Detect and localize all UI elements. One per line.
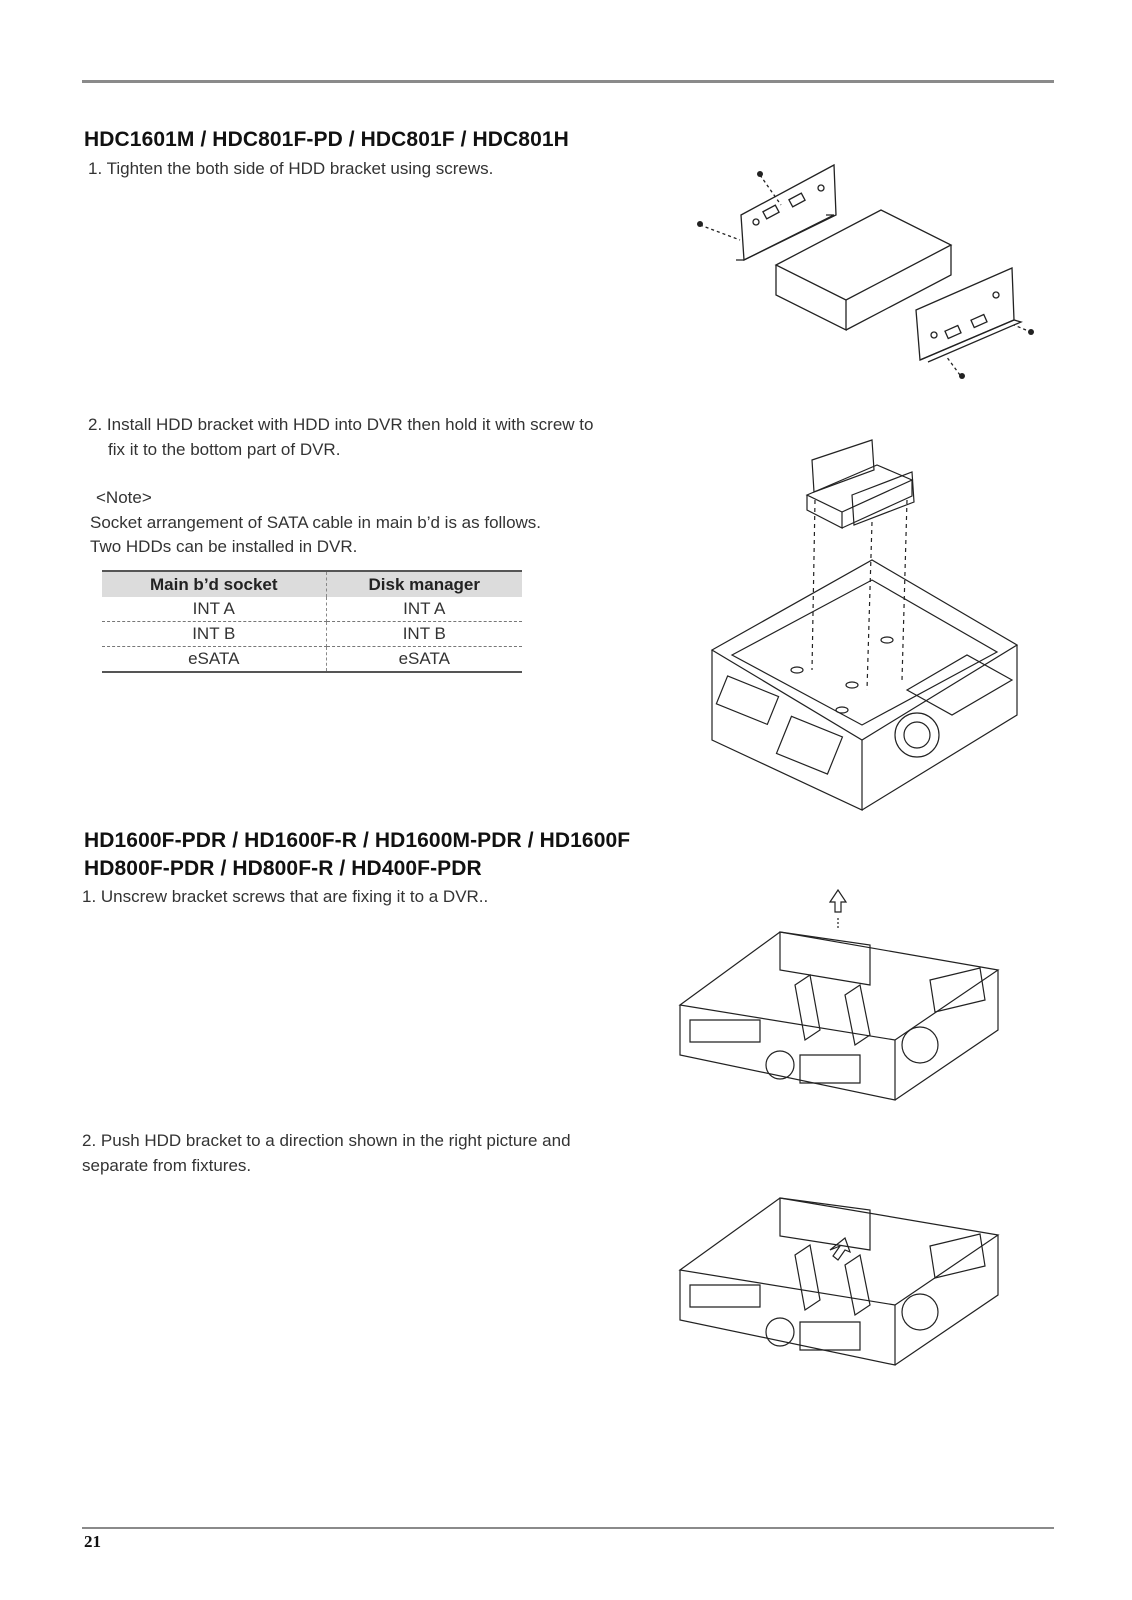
sata-socket-table [102,570,522,673]
section2-step2-line1: 2. Push HDD bracket to a direction shown in the right picture and [82,1131,571,1150]
section1-heading: HDC1601M / HDC801F-PD / HDC801F / HDC801H [84,128,569,151]
dvr-install-figure [712,440,1037,815]
note-line1: Socket arrangement of SATA cable in main b’d is as follows. [90,513,542,532]
table-cell: INT B [326,622,522,647]
table-row [102,622,522,647]
table-header-row [102,571,522,597]
section2-heading-line2: HD800F-PDR / HD800F-R / HD400F-PDR [84,857,482,880]
dvr-unscrew-figure [680,890,1005,1115]
table-row [102,647,522,673]
table-header-main-bd: Main b’d socket [102,571,326,597]
table-cell: INT A [326,597,522,622]
note-line2: Two HDDs can be installed in DVR. [90,537,358,556]
dvr-push-bracket-figure [680,1160,1005,1385]
section1-step1: 1. Tighten the both side of HDD bracket using screws. [88,159,494,178]
section1-step2-line2: fix it to the bottom part of DVR. [108,440,341,459]
section2-heading-line1: HD1600F-PDR / HD1600F-R / HD1600M-PDR / HD1600F [84,829,631,852]
page-number: 21 [84,1532,101,1551]
table-cell: INT B [102,622,326,647]
section1-step2-line1: 2. Install HDD bracket with HDD into DVR then hold it with screw to [88,415,594,434]
hdd-bracket-figure [696,160,1046,385]
bottom-rule [82,1527,1054,1529]
table-header-disk-manager: Disk manager [326,571,522,597]
top-rule [82,80,1054,83]
table-row [102,597,522,622]
table-cell: INT A [102,597,326,622]
table-cell: eSATA [326,647,522,673]
table-cell: eSATA [102,647,326,673]
note-label: <Note> [96,488,152,507]
section2-step1: 1. Unscrew bracket screws that are fixing it to a DVR.. [82,887,489,906]
section2-step2-line2: separate from fixtures. [82,1156,252,1175]
